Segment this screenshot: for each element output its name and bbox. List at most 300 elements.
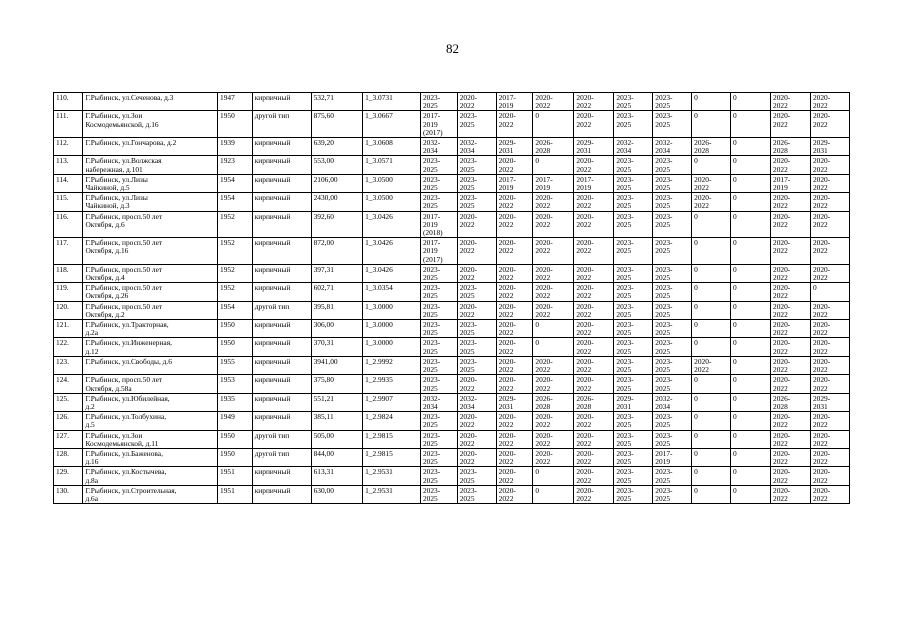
table-cell: 2023- 2025 [614, 375, 653, 393]
table-cell: 0 [731, 448, 771, 466]
table-cell: 2023- 2025 [614, 430, 653, 448]
table-cell: 1952 [218, 264, 253, 282]
table-cell: Г.Рыбинск, ул.Толбухина, д.5 [83, 412, 218, 430]
table-cell: 2023- 2025 [653, 338, 692, 356]
table-cell: 2023- 2025 [614, 264, 653, 282]
table-cell: 130. [54, 485, 83, 503]
table-cell: 1_2.9935 [363, 375, 421, 393]
table-cell: 2023- 2025 [653, 93, 692, 111]
table-cell: 2023- 2025 [457, 283, 496, 301]
table-cell: 2020- 2022 [457, 412, 496, 430]
table-cell: 0 [731, 338, 771, 356]
table-cell: 2020- 2022 [810, 467, 849, 485]
table-cell: 2026- 2028 [574, 393, 614, 411]
table-cell: 2020- 2022 [574, 238, 614, 265]
table-cell: 0 [692, 283, 731, 301]
table-cell: 1_2.9531 [363, 485, 421, 503]
table-cell: 2023- 2025 [457, 467, 496, 485]
table-cell: 2023- 2025 [614, 211, 653, 238]
table-cell: 2032- 2034 [457, 138, 496, 156]
table-cell: 2023- 2025 [420, 320, 457, 338]
table-cell: 2023- 2025 [653, 430, 692, 448]
table-row [54, 448, 850, 466]
table-cell: 0 [731, 485, 771, 503]
table-cell: 2020- 2022 [574, 301, 614, 319]
table-cell: другой тип [252, 111, 311, 138]
table-cell: 0 [731, 138, 771, 156]
table-cell: кирпичный [252, 338, 311, 356]
table-cell: 2020- 2022 [496, 412, 533, 430]
table-cell: 1_3.0500 [363, 193, 421, 211]
table-cell: 0 [692, 430, 731, 448]
table-cell: 2023- 2025 [653, 193, 692, 211]
table-cell: 2023- 2025 [457, 338, 496, 356]
table-cell: 2020- 2022 [496, 193, 533, 211]
table-cell: 2020- 2022 [810, 174, 849, 192]
table-cell: 1955 [218, 356, 253, 374]
table-cell: 2020- 2022 [533, 283, 574, 301]
table-cell: 0 [692, 211, 731, 238]
table-cell: 1950 [218, 320, 253, 338]
table-cell: 1_3.0667 [363, 111, 421, 138]
table-cell: 2020- 2022 [574, 338, 614, 356]
table-cell: 2020- 2022 [771, 156, 811, 174]
table-cell: 127. [54, 430, 83, 448]
table-body [54, 93, 850, 504]
table-cell: 1_3.0426 [363, 264, 421, 282]
table-cell: 1954 [218, 174, 253, 192]
table-cell: 2020- 2022 [692, 356, 731, 374]
table-row [54, 283, 850, 301]
table-cell: 1923 [218, 156, 253, 174]
table-cell: 2020- 2022 [692, 174, 731, 192]
table-cell: 2020- 2022 [496, 156, 533, 174]
table-cell: 2020- 2022 [496, 485, 533, 503]
table-cell: 1935 [218, 393, 253, 411]
table-cell: 2023- 2025 [653, 174, 692, 192]
table-cell: Г.Рыбинск, ул.Зои Космодемьянской, д.11 [83, 430, 218, 448]
table-cell: 2026- 2028 [692, 138, 731, 156]
table-cell: 2023- 2025 [457, 356, 496, 374]
table-cell: 2026- 2028 [771, 393, 811, 411]
table-cell: 1950 [218, 430, 253, 448]
table-cell: 2032- 2034 [420, 393, 457, 411]
table-cell: 2020- 2022 [810, 485, 849, 503]
table-cell: 2020- 2022 [496, 283, 533, 301]
table-cell: 872,00 [311, 238, 363, 265]
table-cell: 392,60 [311, 211, 363, 238]
table-cell: 0 [731, 356, 771, 374]
table-row [54, 485, 850, 503]
table-cell: 2020- 2022 [496, 238, 533, 265]
table-cell: Г.Рыбинск, ул.Баженова, д.16 [83, 448, 218, 466]
table-cell: 112. [54, 138, 83, 156]
table-cell: Г.Рыбинск, ул.Юбилейная, д.2 [83, 393, 218, 411]
table-cell: 119. [54, 283, 83, 301]
table-cell: кирпичный [252, 467, 311, 485]
table-cell: 1_2.9815 [363, 430, 421, 448]
table-cell: Г.Рыбинск, просп.50 лет Октября, д.58а [83, 375, 218, 393]
table-cell: 2020- 2022 [457, 238, 496, 265]
table-cell: 2020- 2022 [533, 301, 574, 319]
table-cell: 2020- 2022 [533, 238, 574, 265]
table-cell: 2020- 2022 [771, 301, 811, 319]
table-cell: 2020- 2022 [810, 211, 849, 238]
table-cell: кирпичный [252, 193, 311, 211]
table-row [54, 174, 850, 192]
table-cell: 129. [54, 467, 83, 485]
table-cell: 2020- 2022 [810, 193, 849, 211]
table-cell: 2023- 2025 [420, 264, 457, 282]
table-cell: 2023- 2025 [614, 283, 653, 301]
table-cell: 0 [692, 156, 731, 174]
table-cell: 2026- 2028 [533, 393, 574, 411]
table-cell: 2032- 2034 [653, 138, 692, 156]
table-row [54, 156, 850, 174]
table-cell: 0 [731, 301, 771, 319]
table-cell: 639,20 [311, 138, 363, 156]
table-cell: 385,11 [311, 412, 363, 430]
table-cell: 370,31 [311, 338, 363, 356]
table-cell: 397,31 [311, 264, 363, 282]
table-cell: 0 [692, 238, 731, 265]
table-cell: 2023- 2025 [420, 412, 457, 430]
table-row [54, 338, 850, 356]
table-cell: 2017- 2019 (2017) [420, 111, 457, 138]
table-cell: 0 [533, 467, 574, 485]
table-cell: 2020- 2022 [574, 264, 614, 282]
table-cell: 2023- 2025 [653, 211, 692, 238]
table-cell: 1_3.0000 [363, 320, 421, 338]
table-row [54, 412, 850, 430]
table-cell: 0 [533, 485, 574, 503]
table-cell: 1_3.0354 [363, 283, 421, 301]
table-cell: 2020- 2022 [810, 356, 849, 374]
table-cell: 113. [54, 156, 83, 174]
table-cell: 2032- 2034 [420, 138, 457, 156]
table-cell: 0 [692, 485, 731, 503]
table-cell: кирпичный [252, 356, 311, 374]
table-cell: 2020- 2022 [496, 211, 533, 238]
table-cell: 2020- 2022 [574, 193, 614, 211]
table-cell: 2023- 2025 [420, 356, 457, 374]
table-cell: 2106,00 [311, 174, 363, 192]
table-cell: 2029- 2031 [810, 138, 849, 156]
table-cell: 0 [692, 111, 731, 138]
table-cell: 2020- 2022 [771, 412, 811, 430]
table-cell: 0 [692, 93, 731, 111]
table-cell: 2023- 2025 [653, 301, 692, 319]
table-cell: 2029- 2031 [574, 138, 614, 156]
table-cell: 2017- 2019 [771, 174, 811, 192]
table-cell: 2020- 2022 [810, 301, 849, 319]
table-cell: 1939 [218, 138, 253, 156]
table-cell: 306,00 [311, 320, 363, 338]
table-cell: 2020- 2022 [496, 430, 533, 448]
table-cell: 2023- 2025 [420, 283, 457, 301]
table-row [54, 320, 850, 338]
table-cell: 2020- 2022 [533, 412, 574, 430]
table-cell: Г.Рыбинск, просп.50 лет Октября, д.16 [83, 238, 218, 265]
table-cell: 0 [731, 174, 771, 192]
table-cell: 2020- 2022 [533, 375, 574, 393]
table-cell: 2020- 2022 [810, 238, 849, 265]
table-cell: Г.Рыбинск, ул.Гончарова, д.2 [83, 138, 218, 156]
table-cell: 2023- 2025 [614, 320, 653, 338]
table-cell: 2020- 2022 [810, 412, 849, 430]
table-cell: 2020- 2022 [574, 467, 614, 485]
table-cell: 0 [731, 467, 771, 485]
table-cell: Г.Рыбинск, просп.50 лет Октября, д.2 [83, 301, 218, 319]
table-cell: 2023- 2025 [457, 111, 496, 138]
table-cell: другой тип [252, 301, 311, 319]
table-cell: кирпичный [252, 138, 311, 156]
table-cell: 2023- 2025 [614, 174, 653, 192]
table-cell: 2020- 2022 [533, 430, 574, 448]
table-cell: 2020- 2022 [810, 338, 849, 356]
table-cell: 1_2.9815 [363, 448, 421, 466]
table-cell: 2020- 2022 [810, 156, 849, 174]
table-cell: 110. [54, 93, 83, 111]
table-cell: 2020- 2022 [574, 320, 614, 338]
table-cell: 0 [692, 393, 731, 411]
table-cell: 1_3.0571 [363, 156, 421, 174]
table-cell: кирпичный [252, 93, 311, 111]
table-cell: 2020- 2022 [810, 264, 849, 282]
table-cell: 1_3.0426 [363, 238, 421, 265]
table-cell: 2023- 2025 [420, 156, 457, 174]
table-row [54, 193, 850, 211]
table-cell: Г.Рыбинск, просп.50 лет Октября, д.6 [83, 211, 218, 238]
table-cell: 2020- 2022 [574, 93, 614, 111]
table-cell: 2020- 2022 [457, 430, 496, 448]
table-cell: 2020- 2022 [771, 211, 811, 238]
table-cell: 117. [54, 238, 83, 265]
table-cell: 124. [54, 375, 83, 393]
table-cell: кирпичный [252, 412, 311, 430]
table-cell: 2020- 2022 [771, 356, 811, 374]
table-cell: 2023- 2025 [614, 485, 653, 503]
table-cell: 2020- 2022 [457, 211, 496, 238]
table-cell: 2020- 2022 [810, 375, 849, 393]
table-cell: 2020- 2022 [457, 375, 496, 393]
table-cell: 0 [731, 193, 771, 211]
table-cell: 121. [54, 320, 83, 338]
table-cell: 2020- 2022 [496, 320, 533, 338]
table-cell: 2023- 2025 [614, 467, 653, 485]
table-cell: 1950 [218, 338, 253, 356]
table-cell: 1953 [218, 375, 253, 393]
table-cell: кирпичный [252, 174, 311, 192]
table-cell: 2020- 2022 [771, 448, 811, 466]
table-cell: 2020- 2022 [533, 356, 574, 374]
table-cell: 0 [533, 156, 574, 174]
table-cell: кирпичный [252, 264, 311, 282]
table-cell: кирпичный [252, 156, 311, 174]
table-cell: 2023- 2025 [457, 156, 496, 174]
table-cell: 2020- 2022 [771, 283, 811, 301]
table-cell: 2023- 2025 [614, 238, 653, 265]
table-cell: 0 [692, 448, 731, 466]
table-row [54, 393, 850, 411]
table-cell: 0 [731, 393, 771, 411]
table-cell: 2023- 2025 [420, 485, 457, 503]
table-cell: 3941,00 [311, 356, 363, 374]
table-row [54, 430, 850, 448]
table-cell: 0 [731, 283, 771, 301]
table-cell: 2023- 2025 [653, 320, 692, 338]
table-cell: 505,00 [311, 430, 363, 448]
table-cell: 2029- 2031 [614, 393, 653, 411]
table-cell: 0 [533, 320, 574, 338]
table-cell: 2023- 2025 [420, 301, 457, 319]
table-row [54, 138, 850, 156]
table-cell: 2023- 2025 [420, 338, 457, 356]
table-cell: 2020- 2022 [574, 430, 614, 448]
table-row [54, 375, 850, 393]
table-cell: 2023- 2025 [653, 264, 692, 282]
table-cell: Г.Рыбинск, просп.50 лет Октября, д.4 [83, 264, 218, 282]
table-cell: 2032- 2034 [457, 393, 496, 411]
table-cell: 2023- 2025 [614, 193, 653, 211]
table-cell: 126. [54, 412, 83, 430]
table-cell: Г.Рыбинск, ул.Сеченова, д.3 [83, 93, 218, 111]
table-cell: 2026- 2028 [771, 138, 811, 156]
table-cell: 2020- 2022 [771, 375, 811, 393]
table-cell: 2023- 2025 [420, 193, 457, 211]
table-cell: 2020- 2022 [574, 156, 614, 174]
table-cell: 2020- 2022 [496, 356, 533, 374]
table-cell: 2032- 2034 [614, 138, 653, 156]
table-cell: Г.Рыбинск, ул.Строительная, д.6а [83, 485, 218, 503]
table-cell: 0 [731, 211, 771, 238]
table-cell: 0 [692, 264, 731, 282]
table-cell: 2032- 2034 [653, 393, 692, 411]
table-cell: Г.Рыбинск, ул.Тракторная, д.2а [83, 320, 218, 338]
table-cell: кирпичный [252, 485, 311, 503]
table-cell: 2023- 2025 [420, 93, 457, 111]
table-cell: 1951 [218, 485, 253, 503]
table-row [54, 211, 850, 238]
table-cell: 1_2.9907 [363, 393, 421, 411]
table-cell: 2020- 2022 [457, 93, 496, 111]
table-cell: 2017- 2019 [574, 174, 614, 192]
table-cell: 2029- 2031 [496, 138, 533, 156]
table-cell: 2430,00 [311, 193, 363, 211]
table-cell: 1954 [218, 193, 253, 211]
table-cell: 2020- 2022 [771, 238, 811, 265]
table-cell: 2023- 2025 [420, 430, 457, 448]
table-cell: 2023- 2025 [457, 174, 496, 192]
table-cell: кирпичный [252, 238, 311, 265]
table-cell: 602,71 [311, 283, 363, 301]
table-cell: 2023- 2025 [457, 485, 496, 503]
table-cell: кирпичный [252, 393, 311, 411]
table-cell: 2020- 2022 [457, 264, 496, 282]
table-cell: 0 [731, 430, 771, 448]
table-cell: 0 [810, 283, 849, 301]
table-cell: 2020- 2022 [810, 448, 849, 466]
table-cell: 2017- 2019 (2018) [420, 211, 457, 238]
table-cell: 2020- 2022 [574, 283, 614, 301]
table-cell: 2023- 2025 [653, 156, 692, 174]
table-cell: 2020- 2022 [771, 93, 811, 111]
table-cell: 1_2.9824 [363, 412, 421, 430]
table-cell: 2020- 2022 [457, 301, 496, 319]
table-cell: 1_2.9531 [363, 467, 421, 485]
table-cell: 532,71 [311, 93, 363, 111]
table-cell: 2020- 2022 [533, 211, 574, 238]
table-row [54, 111, 850, 138]
table-cell: 2020- 2022 [771, 430, 811, 448]
table-cell: 2020- 2022 [496, 467, 533, 485]
table-cell: 0 [533, 338, 574, 356]
table-cell: 2020- 2022 [496, 338, 533, 356]
table-cell: 1950 [218, 448, 253, 466]
table-cell: 1_3.0500 [363, 174, 421, 192]
table-cell: 2017- 2019 [496, 174, 533, 192]
table-cell: 2020- 2022 [771, 485, 811, 503]
table-cell: 0 [731, 111, 771, 138]
table-cell: 2020- 2022 [771, 320, 811, 338]
table-cell: 2017- 2019 [496, 93, 533, 111]
table-cell: 2023- 2025 [614, 448, 653, 466]
table-cell: 0 [731, 93, 771, 111]
table-cell: 2020- 2022 [496, 264, 533, 282]
table-cell: 2017- 2019 [533, 174, 574, 192]
table-cell: 2023- 2025 [420, 448, 457, 466]
table-cell: 2020- 2022 [574, 412, 614, 430]
table-cell: 2023- 2025 [614, 356, 653, 374]
table-cell: 2023- 2025 [653, 485, 692, 503]
table-cell: 2020- 2022 [574, 111, 614, 138]
table-row [54, 356, 850, 374]
table-cell: 0 [731, 320, 771, 338]
table-cell: 2020- 2022 [771, 111, 811, 138]
table-row [54, 467, 850, 485]
table-cell: 844,00 [311, 448, 363, 466]
table-cell: 0 [731, 412, 771, 430]
table-cell: кирпичный [252, 283, 311, 301]
table-cell: 875,60 [311, 111, 363, 138]
table-cell: 551,21 [311, 393, 363, 411]
table-cell: 0 [692, 320, 731, 338]
table-cell: 2023- 2025 [420, 174, 457, 192]
table-cell: Г.Рыбинск, ул.Волжская набережная, д.101 [83, 156, 218, 174]
table-cell: 2020- 2022 [496, 448, 533, 466]
table-row [54, 93, 850, 111]
table-cell: 395,81 [311, 301, 363, 319]
table-cell: 2023- 2025 [614, 111, 653, 138]
table-cell: 116. [54, 211, 83, 238]
table-cell: 1_3.0426 [363, 211, 421, 238]
table-cell: 613,31 [311, 467, 363, 485]
table-cell: 2023- 2025 [614, 156, 653, 174]
table-cell: 0 [731, 264, 771, 282]
table-cell: 2026- 2028 [533, 138, 574, 156]
table-cell: 2017- 2019 [653, 448, 692, 466]
table-cell: 2020- 2022 [574, 356, 614, 374]
table-cell: 2023- 2025 [653, 356, 692, 374]
table-cell: 2020- 2022 [496, 111, 533, 138]
table-cell: 2023- 2025 [420, 467, 457, 485]
table-cell: 125. [54, 393, 83, 411]
table-cell: Г.Рыбинск, ул.Зои Космодемьянской, д.16 [83, 111, 218, 138]
table-cell: 2020- 2022 [574, 211, 614, 238]
table-cell: 2023- 2025 [614, 93, 653, 111]
table-row [54, 238, 850, 265]
table-cell: 2023- 2025 [653, 412, 692, 430]
